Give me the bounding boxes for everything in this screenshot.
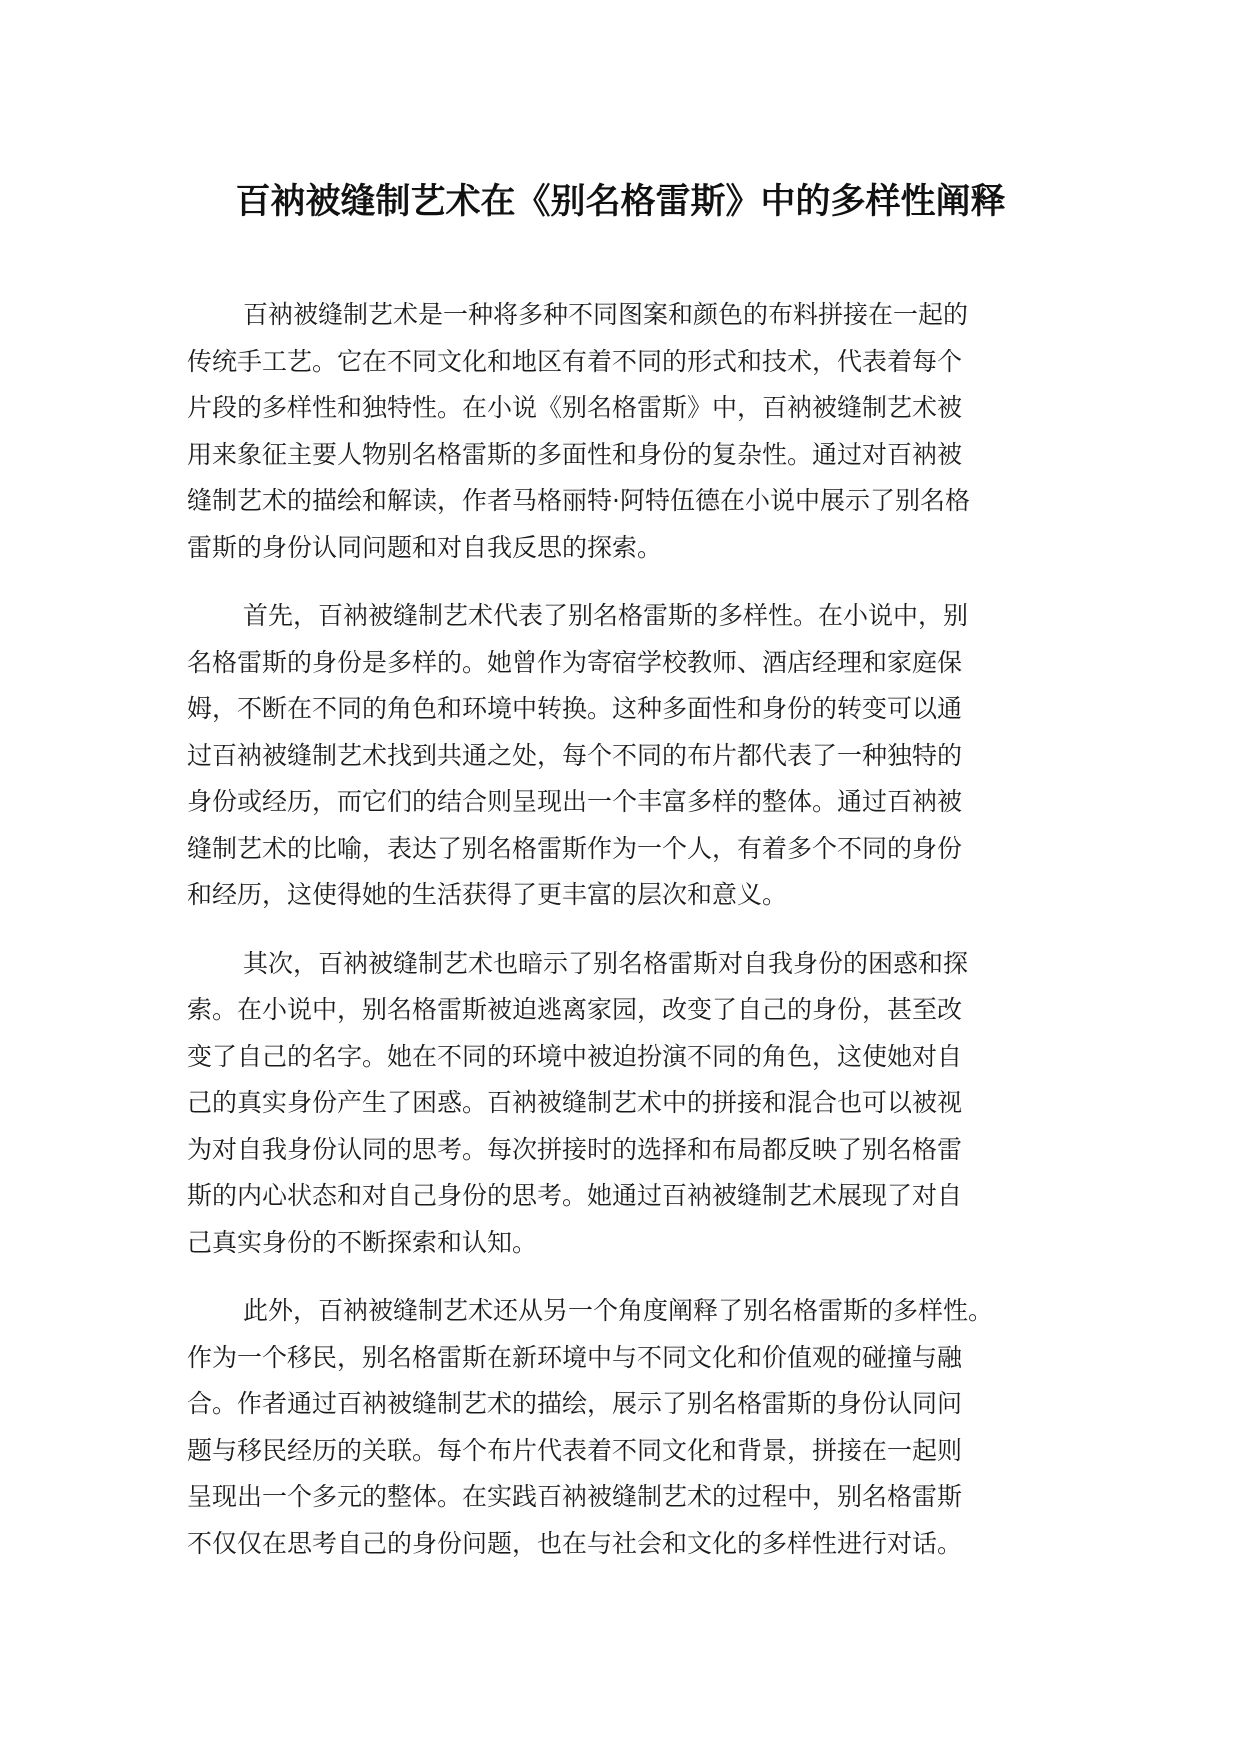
- text-line: 传统手工艺。它在不同文化和地区有着不同的形式和技术，代表着每个: [187, 346, 963, 376]
- text-line: 姆，不断在不同的角色和环境中转换。这种多面性和身份的转变可以通: [187, 694, 963, 723]
- text-line: 不仅仅在思考自己的身份问题，也在与社会和文化的多样性进行对话。: [187, 1528, 963, 1558]
- text-line: 雷斯的身份认同问题和对自我反思的探索。: [187, 532, 663, 562]
- document-body: [187, 292, 1087, 1589]
- text-line: 缝制艺术的描绘和解读，作者马格丽特·阿特伍德在小说中展示了别名格: [187, 486, 970, 515]
- text-line: 缝制艺术的比喻，表达了别名格雷斯作为一个人，有着多个不同的身份: [187, 833, 963, 863]
- paragraph-2: [187, 593, 1087, 919]
- text-line: 作为一个移民，别名格雷斯在新环境中与不同文化和价值观的碰撞与融: [187, 1342, 963, 1372]
- text-line: 用来象征主要人物别名格雷斯的多面性和身份的复杂性。通过对百衲被: [187, 439, 963, 469]
- paragraph-4: [187, 1288, 1087, 1567]
- paragraph-1: [187, 292, 1087, 571]
- paragraph-3: [187, 941, 1087, 1267]
- text-line: 过百衲被缝制艺术找到共通之处，每个不同的布片都代表了一种独特的: [187, 740, 963, 770]
- document-title: 百衲被缝制艺术在《别名格雷斯》中的多样性阐释: [235, 182, 1006, 222]
- text-line: 片段的多样性和独特性。在小说《别名格雷斯》中，百衲被缝制艺术被: [187, 393, 963, 422]
- text-line: 首先，百衲被缝制艺术代表了别名格雷斯的多样性。在小说中，别: [243, 601, 969, 630]
- text-line: 题与移民经历的关联。每个布片代表着不同文化和背景，拼接在一起则: [187, 1435, 963, 1465]
- text-line: 呈现出一个多元的整体。在实践百衲被缝制艺术的过程中，别名格雷斯: [187, 1482, 963, 1511]
- text-line: 己真实身份的不断探索和认知。: [187, 1227, 538, 1257]
- text-line: 百衲被缝制艺术是一种将多种不同图案和颜色的布料拼接在一起的: [243, 300, 969, 329]
- text-line: 此外，百衲被缝制艺术还从另一个角度阐释了别名格雷斯的多样性。: [243, 1296, 994, 1325]
- text-line: 名格雷斯的身份是多样的。她曾作为寄宿学校教师、酒店经理和家庭保: [187, 647, 963, 677]
- text-line: 和经历，这使得她的生活获得了更丰富的层次和意义。: [187, 880, 788, 909]
- text-line: 合。作者通过百衲被缝制艺术的描绘，展示了别名格雷斯的身份认同问: [187, 1389, 963, 1418]
- text-line: 斯的内心状态和对自己身份的思考。她通过百衲被缝制艺术展现了对自: [187, 1181, 963, 1210]
- text-line: 己的真实身份产生了困惑。百衲被缝制艺术中的拼接和混合也可以被视: [187, 1088, 963, 1117]
- text-line: 其次，百衲被缝制艺术也暗示了别名格雷斯对自我身份的困惑和探: [243, 948, 969, 978]
- text-line: 为对自我身份认同的思考。每次拼接时的选择和布局都反映了别名格雷: [187, 1134, 963, 1164]
- text-line: 身份或经历，而它们的结合则呈现出一个丰富多样的整体。通过百衲被: [187, 787, 963, 816]
- text-line: 索。在小说中，别名格雷斯被迫逃离家园，改变了自己的身份，甚至改: [187, 995, 963, 1024]
- text-line: 变了自己的名字。她在不同的环境中被迫扮演不同的角色，这使她对自: [187, 1041, 963, 1071]
